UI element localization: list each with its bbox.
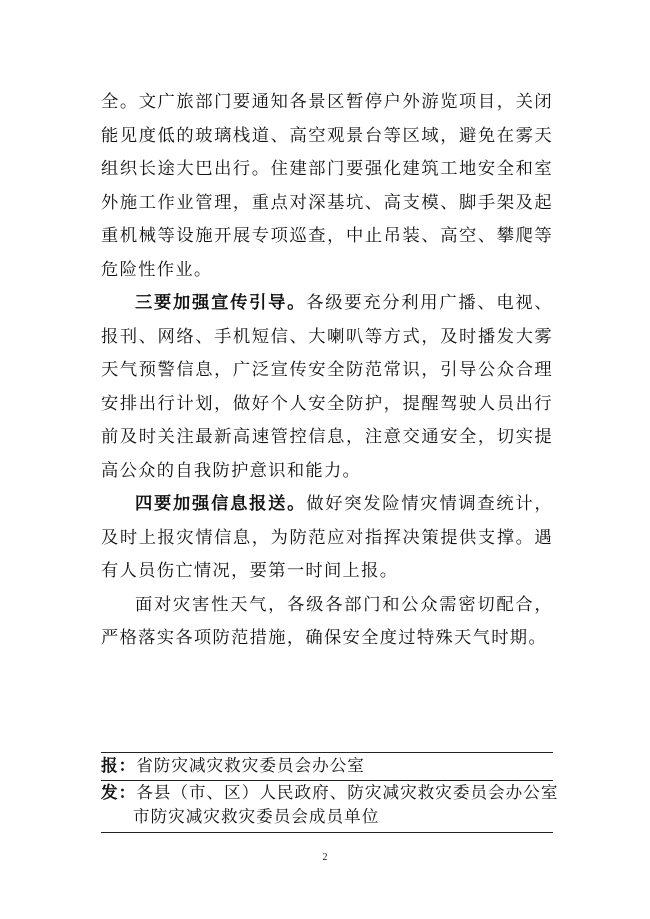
paragraph-text: 各级要充分利用广播、电视、报刊、网络、手机短信、大喇叭等方式，及时播发大雾天气预警信息，广泛宣传安全防范常识，引导公众合理安排出行计划，做好个人安全防护，提醒驾驶人员出行前及时关注最新高速管控信息，注意交通安全，切实提高公众的自我防护意识和能力。 [101,293,554,481]
send-value-line2: 市防灾减灾救灾委员会成员单位 [133,807,380,826]
send-label: 发： [101,783,137,802]
divider-middle [101,780,553,781]
divider-bottom [101,832,553,833]
paragraph-text: 全。文广旅部门要通知各景区暂停户外游览项目，关闭能见度低的玻璃栈道、高空观景台等区域，避免在雾天组织长途大巴出行。住建部门要强化建筑工地安全和室外施工作业管理，重点对深基坑、高支模、脚手架及起重机械等设施开展专项巡查，中止吊装、高空、攀爬等危险性作业。 [101,92,553,280]
send-row [101,782,559,804]
paragraph-lead-heading: 四要加强信息报送。 [135,494,307,514]
send-value-line1: 各县（市、区）人民政府、防灾减灾救灾委员会办公室 [136,783,559,802]
page-number: 2 [322,852,328,863]
distribution-block [101,752,559,833]
paragraph-conclusion [101,589,553,656]
paragraph-reporting [101,488,553,589]
document-body [101,86,553,656]
report-row [101,755,553,777]
paragraph-text: 做好突发险情灾情调查统计，及时上报灾情信息，为防范应对指挥决策提供支撑。遇有人员伤亡情况，要第一时间上报。 [101,494,554,581]
paragraph-lead-heading: 三要加强宣传引导。 [135,293,307,313]
paragraph-publicity [101,287,553,488]
report-value: 省防灾减灾救灾委员会办公室 [136,756,365,775]
report-label: 报： [101,756,137,775]
paragraph-text: 面对灾害性天气，各级各部门和公众需密切配合，严格落实各项防范措施，确保安全度过特殊天气时期。 [101,594,553,648]
divider-top [101,752,553,753]
paragraph-continuation [101,86,553,287]
